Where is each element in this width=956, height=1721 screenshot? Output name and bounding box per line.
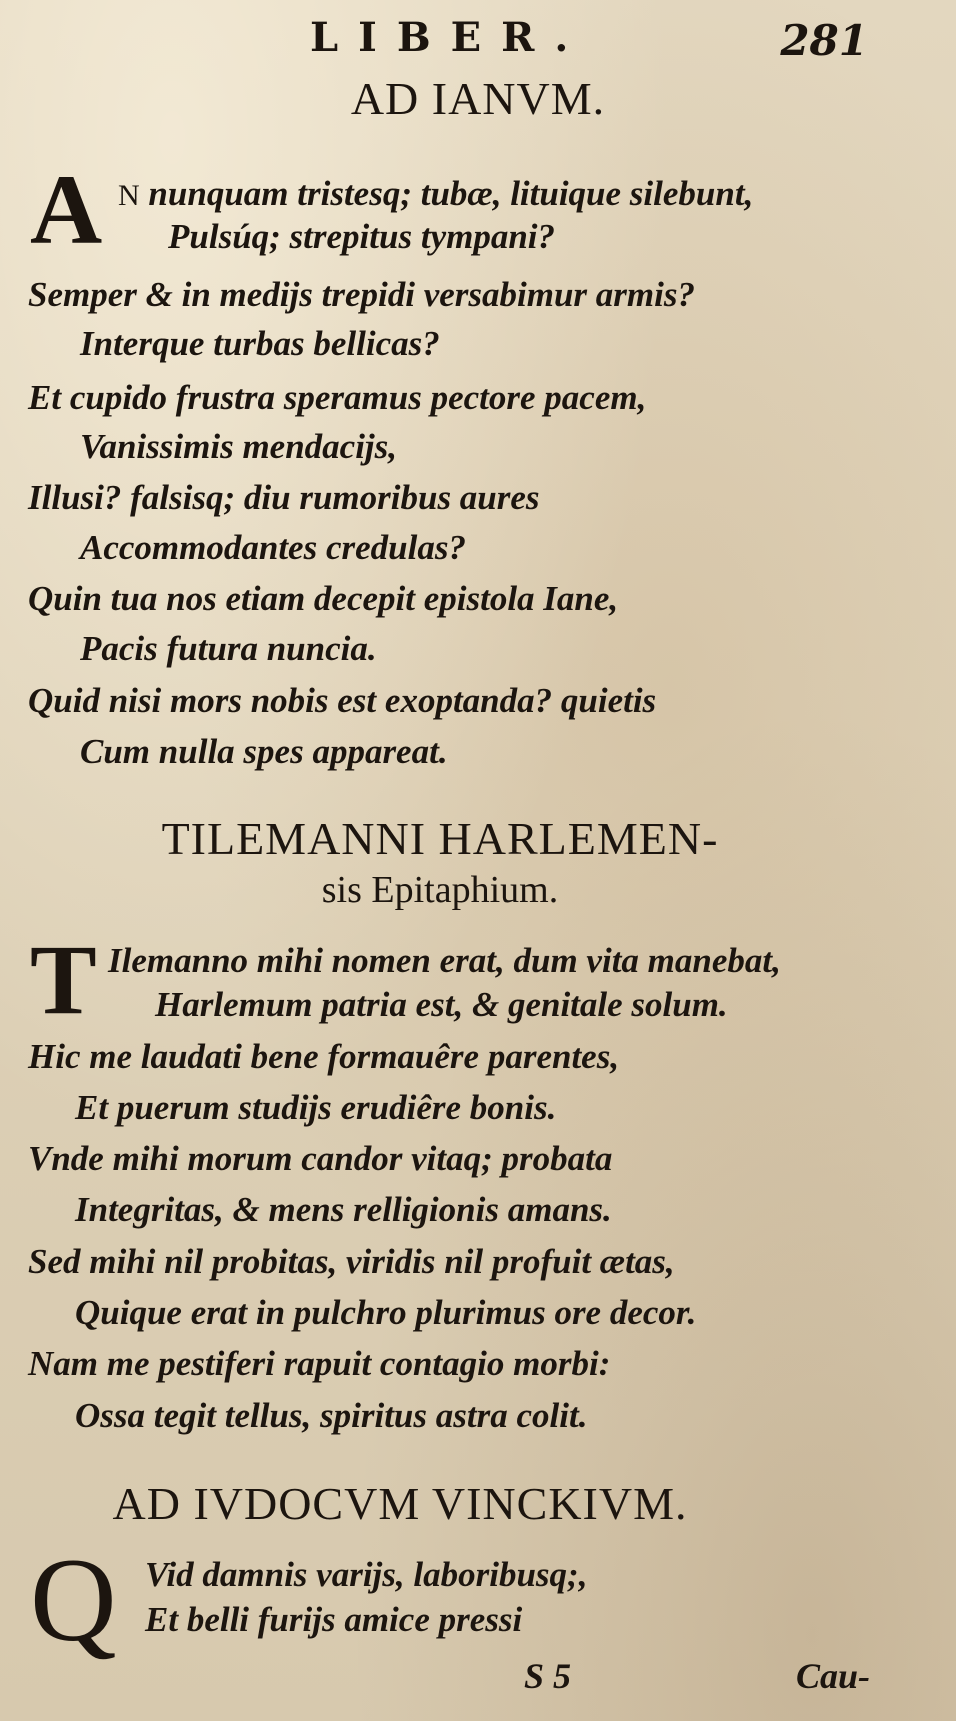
- verse-line: Illusi? falsisq; diu rumoribus aures: [28, 478, 540, 517]
- verse-line: Pacis futura nuncia.: [80, 629, 377, 668]
- drop-cap-t: T: [30, 924, 97, 1035]
- verse-line: Sed mihi nil probitas, viridis nil profuit ætas,: [28, 1242, 675, 1281]
- verse-line: Vid damnis varijs, laboribusq;,: [145, 1555, 588, 1594]
- poem-title-tilemanni: TILEMANNI HARLEMEN-: [161, 813, 719, 864]
- verse-line: Vanissimis mendacijs,: [80, 427, 398, 466]
- verse-line: Et puerum studijs erudiêre bonis.: [75, 1088, 557, 1127]
- verse-line: Ilemanno mihi nomen erat, dum vita manebat,: [108, 941, 781, 980]
- page-number: 281: [780, 16, 868, 65]
- verse-line: Accommodantes credulas?: [80, 528, 466, 567]
- verse-line: Pulsúq; strepitus tympani?: [168, 217, 556, 256]
- poem-title-ad-iudocum: AD IVDOCVM VINCKIVM.: [112, 1478, 688, 1529]
- drop-cap-q: Q: [30, 1533, 117, 1666]
- verse-line: Hic me laudati bene formauêre parentes,: [28, 1037, 620, 1076]
- verse-line: Quin tua nos etiam decepit epistola Iane,: [28, 579, 619, 618]
- verse-line: Ossa tegit tellus, spiritus astra colit.: [75, 1396, 588, 1435]
- poem-subtitle-epitaphium: sis Epitaphium.: [321, 869, 559, 911]
- drop-cap-a: A: [30, 154, 103, 265]
- signature-mark: S 5: [524, 1656, 572, 1696]
- verse-line: Interque turbas bellicas?: [80, 324, 440, 363]
- verse-line: Integritas, & mens relligionis amans.: [75, 1190, 612, 1229]
- verse-line: N nunquam tristesq; tubæ, lituique silebunt,: [118, 174, 754, 213]
- first-letter-continuation: N: [118, 179, 140, 212]
- verse-line: Quique erat in pulchro plurimus ore decor.: [75, 1293, 697, 1332]
- verse-line: Et belli furijs amice pressi: [145, 1600, 523, 1639]
- verse-line: Harlemum patria est, & genitale solum.: [155, 985, 728, 1024]
- verse-line: Et cupido frustra speramus pectore pacem,: [28, 378, 647, 417]
- verse-line: Semper & in medijs trepidi versabimur armis?: [28, 275, 695, 314]
- verse-line: Cum nulla spes appareat.: [80, 732, 448, 771]
- verse-line: Quid nisi mors nobis est exoptanda? quietis: [28, 681, 657, 720]
- catchword: Cau-: [795, 1656, 870, 1696]
- verse-line: Nam me pestiferi rapuit contagio morbi:: [28, 1344, 611, 1383]
- verse-line: Vnde mihi morum candor vitaq; probata: [28, 1139, 613, 1178]
- running-head: LIBER.: [310, 14, 589, 61]
- poem-title-ad-ianum: AD IANVM.: [350, 73, 606, 124]
